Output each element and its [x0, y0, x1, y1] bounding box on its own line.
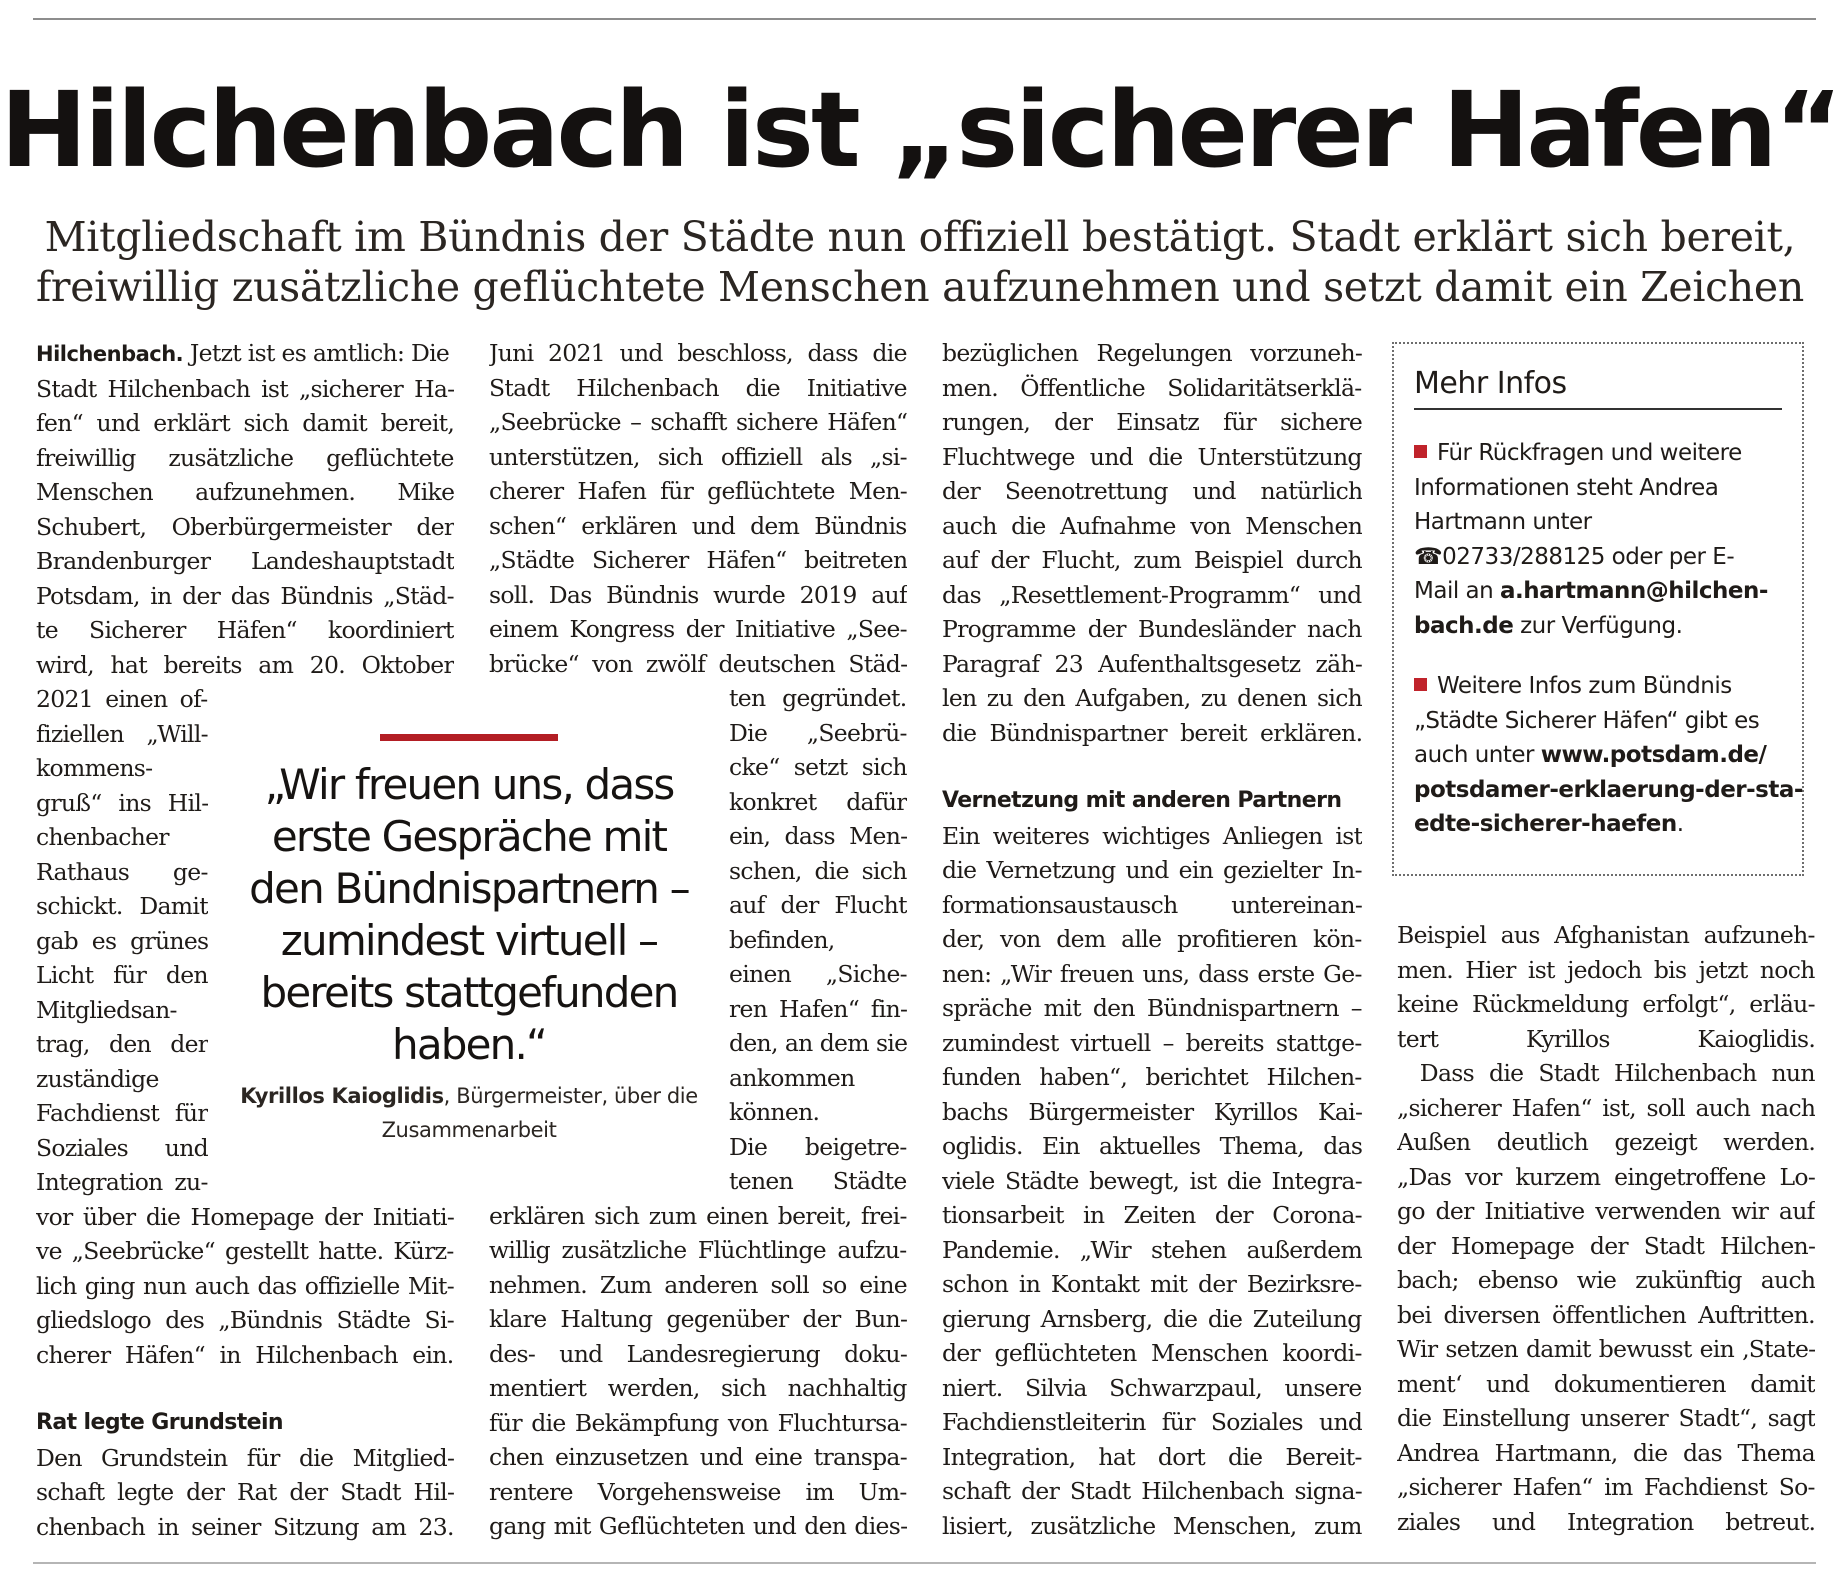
article-line: Paragraf 23 Aufenthaltsgesetz zäh-: [942, 649, 1362, 678]
article-line: chenbacher: [36, 823, 169, 851]
article-line: Menschen aufzunehmen. Mike: [36, 478, 454, 506]
article-line: tenen Städte: [729, 1167, 907, 1195]
phone-icon: ☎: [1414, 543, 1443, 570]
article-line: einem Kongress der Initiative „See-: [489, 615, 907, 643]
article-line: gang mit Geflüchteten und den dies-: [489, 1512, 907, 1540]
article-line: men. Öffentliche Solidaritätserklä-: [942, 373, 1362, 402]
article-line: Dass die Stadt Hilchenbach nun: [1397, 1059, 1815, 1087]
info-text: Weitere Infos zum Bündnis: [1437, 673, 1732, 699]
article-line: „Seebrücke – schafft sichere Häfen“: [489, 408, 907, 436]
article-line: der, von dem alle profitieren kön-: [942, 925, 1362, 953]
article-line: Mitgliedsan-: [36, 995, 177, 1024]
email-link[interactable]: bach.de: [1414, 612, 1514, 639]
bullet-square-icon: [1414, 678, 1427, 691]
article-line: bachs Bürgermeister Kyrillos Kai-: [942, 1097, 1362, 1126]
article-line: chen einzusetzen und eine transpa-: [489, 1443, 907, 1471]
first-line: [36, 336, 454, 372]
article-line: rentere Vorgehensweise im Um-: [489, 1477, 907, 1506]
article-line: Brandenburger Landeshauptstadt: [36, 547, 454, 575]
article-line: spräche mit den Bündnispartnern –: [942, 994, 1362, 1022]
top-rule: [33, 18, 1816, 20]
article-line: auch die Aufnahme von Menschen: [942, 511, 1362, 540]
article-line: des- und Landesregierung doku-: [489, 1339, 907, 1368]
article-line: ten gegründet.: [729, 684, 907, 712]
article-line: der Seenotrettung und natürlich: [942, 477, 1362, 505]
article-line: vor über die Homepage der Initiati-: [36, 1202, 454, 1231]
article-line: Den Grundstein für die Mitglied-: [36, 1443, 454, 1472]
article-line: cherer Häfen“ in Hilchenbach ein.: [36, 1340, 454, 1369]
article-line: nehmen. Zum anderen soll so eine: [489, 1270, 907, 1299]
article-line: ein, dass Men-: [729, 822, 907, 850]
article-line: Schubert, Oberbürgermeister der: [36, 512, 454, 541]
article-line: Wir setzen damit bewusst ein ‚State-: [1397, 1335, 1815, 1363]
info-text: auch unter: [1414, 742, 1541, 768]
article-line: keine Rückmeldung erfolgt“, erläu-: [1397, 990, 1815, 1018]
section-subtitle: Vernetzung mit anderen Partnern: [942, 788, 1342, 813]
quote-accent-bar: [380, 734, 558, 741]
article-line: men. Hier ist jedoch bis jetzt noch: [1397, 955, 1815, 984]
article-line: befinden,: [729, 925, 835, 954]
article-line: te Sicherer Häfen“ koordiniert: [36, 616, 454, 644]
article-line: das „Resettlement-Programm“ und: [942, 580, 1362, 609]
article-line: rungen, der Einsatz für sichere: [942, 408, 1362, 436]
subheadline-line: freiwillig zusätzliche geflüchtete Menschen aufzunehmen und setzt damit ein Zeichen: [36, 263, 1804, 311]
article-line: ment‘ und dokumentieren damit: [1397, 1369, 1815, 1398]
article-line: für die Bekämpfung von Fluchtursa-: [489, 1408, 907, 1437]
article-line: auf der Flucht, zum Beispiel durch: [942, 546, 1362, 574]
article-line: nen: „Wir freuen uns, dass erste Ge-: [942, 959, 1362, 988]
article-line: tert Kyrillos Kaioglidis.: [1397, 1024, 1815, 1053]
article-line: schen, die sich: [729, 856, 907, 885]
article-line: schen“ erklären und dem Bündnis: [489, 511, 907, 540]
article-line: ve „Seebrücke“ gestellt hatte. Kürz-: [36, 1237, 454, 1265]
article-line: len zu den Aufgaben, zu denen sich: [942, 684, 1362, 712]
info-box: [1392, 342, 1804, 876]
info-text: Hartmann unter: [1414, 509, 1592, 535]
article-line: Fachdienst für: [36, 1099, 208, 1127]
article-line: Fluchtwege und die Unterstützung: [942, 442, 1362, 471]
article-column-4: [1397, 918, 1815, 1539]
website-link[interactable]: potsdamer-erklaerung-der-sta-: [1414, 776, 1803, 803]
article-line: brücke“ von zwölf deutschen Städ-: [489, 649, 907, 678]
quote-text: „Wir freuen uns, dass erste Gespräche mit den Bündnispartnern – zumindest virtuell – bereits stattgefunden haben.“: [249, 760, 689, 1069]
article-line: Die beigetre-: [729, 1132, 907, 1161]
article-line: bezüglichen Regelungen vorzuneh-: [942, 339, 1362, 367]
info-text: Mail an: [1414, 578, 1501, 604]
article-line: die Bündnispartner bereit erklären.: [942, 718, 1362, 747]
article-line: willig zusätzliche Flüchtlinge aufzu-: [489, 1236, 907, 1264]
article-line: Andrea Hartmann, die das Thema: [1397, 1438, 1815, 1467]
article-line: fen“ und erklärt sich damit bereit,: [36, 409, 454, 437]
article-line: „sicherer Hafen“ im Fachdienst So-: [1397, 1473, 1815, 1501]
article-line: einen „Siche-: [729, 960, 907, 988]
article-line: viele Städte bewegt, ist die Integra-: [942, 1166, 1362, 1195]
info-text: Für Rückfragen und weitere: [1437, 440, 1742, 466]
article-line: Fachdienstleiterin für Soziales und: [942, 1408, 1362, 1436]
article-line: unterstützen, sich offiziell als „si-: [489, 442, 907, 471]
article-line: ankommen: [729, 1063, 855, 1092]
article-line: Beispiel aus Afghanistan aufzuneh-: [1397, 921, 1815, 949]
info-text: .: [1676, 811, 1684, 837]
article-line: ziales und Integration betreut.: [1397, 1507, 1815, 1536]
article-line: Stadt Hilchenbach ist „sicherer Ha-: [36, 374, 454, 403]
article-line: die Vernetzung und ein gezielter In-: [942, 856, 1362, 884]
article-line: freiwillig zusätzliche geflüchtete: [36, 443, 454, 472]
article-line: soll. Das Bündnis wurde 2019 auf: [489, 580, 907, 609]
article-line: trag, den der: [36, 1030, 208, 1058]
article-line: fiziellen „Will-: [36, 719, 208, 748]
article-line: cherer Hafen für geflüchtete Men-: [489, 477, 907, 505]
article-line: erklären sich zum einen bereit, frei-: [489, 1201, 907, 1230]
info-text: Informationen steht Andrea: [1414, 474, 1719, 501]
quote-author-role: , Bürgermeister, über die Zusammenarbeit: [381, 1084, 698, 1142]
article-line: Pandemie. „Wir stehen außerdem: [942, 1235, 1362, 1264]
article-line: Rathaus ge-: [36, 857, 208, 886]
article-line: go der Initiative verwenden wir auf: [1397, 1197, 1815, 1225]
article-line: schaft der Stadt Hilchenbach signa-: [942, 1477, 1362, 1505]
article-line: Integration, hat dort die Bereit-: [942, 1442, 1362, 1471]
article-line: kommens-: [36, 754, 153, 782]
info-text: zur Verfügung.: [1513, 612, 1683, 639]
article-line: schaft legte der Rat der Stadt Hil-: [36, 1478, 454, 1506]
article-line: zuständige: [36, 1064, 159, 1093]
article-line: oglidis. Ein aktuelles Thema, das: [942, 1132, 1362, 1160]
article-line: schickt. Damit: [36, 892, 208, 920]
article-line: cke“ setzt sich: [729, 753, 907, 781]
info-item-contact: [1414, 436, 1782, 643]
article-line: „Das vor kurzem eingetroffene Lo-: [1397, 1162, 1815, 1191]
article-line: „sicherer Hafen“ ist, soll auch nach: [1397, 1093, 1815, 1122]
article-line: Licht für den: [36, 961, 208, 989]
article-line: lisiert, zusätzliche Menschen, zum: [942, 1511, 1362, 1540]
subheadline-line: Mitgliedschaft im Bündnis der Städte nun offiziell bestätigt. Stadt erklärt sich bereit,: [44, 213, 1796, 261]
article-line: Soziales und: [36, 1133, 208, 1162]
article-line: Stadt Hilchenbach die Initiative: [489, 373, 907, 402]
article-line: formationsaustausch untereinan-: [942, 890, 1362, 919]
article-line: bei diversen öffentlichen Auftritten.: [1397, 1300, 1815, 1329]
headline: Hilchenbach ist „sicherer Hafen“: [0, 69, 1840, 191]
article-line: können.: [729, 1098, 820, 1126]
article-line: tionsarbeit in Zeiten der Corona-: [942, 1201, 1362, 1229]
article-line: der geflüchteten Menschen koordi-: [942, 1339, 1362, 1367]
article-line: niert. Silvia Schwarzpaul, unsere: [942, 1373, 1362, 1402]
article-line: gierung Arnsberg, die die Zuteilung: [942, 1304, 1362, 1333]
article-line: mentiert werden, sich nachhaltig: [489, 1374, 907, 1402]
article-line: funden haben“, berichtet Hilchen-: [942, 1063, 1362, 1091]
section-subtitle: Rat legte Grundstein: [36, 1410, 283, 1435]
article-line: gruß“ ins Hil-: [36, 788, 208, 817]
article-line: wird, hat bereits am 20. Oktober: [36, 650, 454, 679]
phone-number: 02733/288125 oder per E-: [1442, 543, 1735, 570]
article-line: zumindest virtuell – bereits stattge-: [942, 1028, 1362, 1057]
article-line: ren Hafen“ fin-: [729, 994, 907, 1023]
article-line: Programme der Bundesländer nach: [942, 615, 1362, 643]
article-line: konkret dafür: [729, 787, 907, 816]
article-line: lich ging nun auch das offizielle Mit-: [36, 1271, 454, 1300]
article-line: Die „Seebrü-: [729, 718, 907, 747]
article-line: den, an dem sie: [729, 1029, 907, 1057]
quote-attribution: [238, 1079, 700, 1147]
article-line: „Städte Sicherer Häfen“ beitreten: [489, 546, 907, 574]
article-line: Außen deutlich gezeigt werden.: [1397, 1128, 1815, 1156]
article-column-3: [942, 336, 1362, 1543]
article-line: schon in Kontakt mit der Bezirksre-: [942, 1270, 1362, 1298]
article-line: gliedslogo des „Bündnis Städte Si-: [36, 1306, 454, 1334]
website-link[interactable]: www.potsdam.de/: [1540, 742, 1767, 768]
info-item-website: [1414, 669, 1803, 842]
bullet-square-icon: [1414, 445, 1427, 458]
article-line: Juni 2021 und beschloss, dass die: [489, 339, 907, 367]
subheadline: [0, 212, 1840, 312]
article-line: auf der Flucht: [729, 891, 907, 919]
website-link[interactable]: edte-sicherer-haefen: [1414, 811, 1677, 837]
article-line: 2021 einen of-: [36, 685, 208, 713]
pull-quote: [238, 734, 700, 1147]
dateline: Hilchenbach.: [36, 342, 184, 366]
article-text: Jetzt ist es amtlich: Die: [183, 339, 450, 367]
email-link[interactable]: a.hartmann@hilchen-: [1500, 578, 1768, 604]
article-line: klare Haltung gegenüber der Bun-: [489, 1305, 907, 1333]
article-line: bach; ebenso wie zukünftig auch: [1397, 1266, 1815, 1294]
article-line: die Einstellung unserer Stadt“, sagt: [1397, 1404, 1815, 1432]
article-line: Potsdam, in der das Bündnis „Städ-: [36, 581, 454, 610]
info-text: „Städte Sicherer Häfen“ gibt es: [1414, 707, 1760, 734]
article-line: der Homepage der Stadt Hilchen-: [1397, 1231, 1815, 1260]
article-line: gab es grünes: [36, 926, 208, 955]
info-box-title: Mehr Infos: [1414, 366, 1782, 410]
article-line: Integration zu-: [36, 1168, 208, 1196]
bottom-rule: [33, 1562, 1816, 1564]
article-line: Ein weiteres wichtiges Anliegen ist: [942, 821, 1362, 850]
article-line: chenbach in seiner Sitzung am 23.: [36, 1512, 454, 1541]
quote-author-name: Kyrillos Kaioglidis: [240, 1084, 444, 1108]
